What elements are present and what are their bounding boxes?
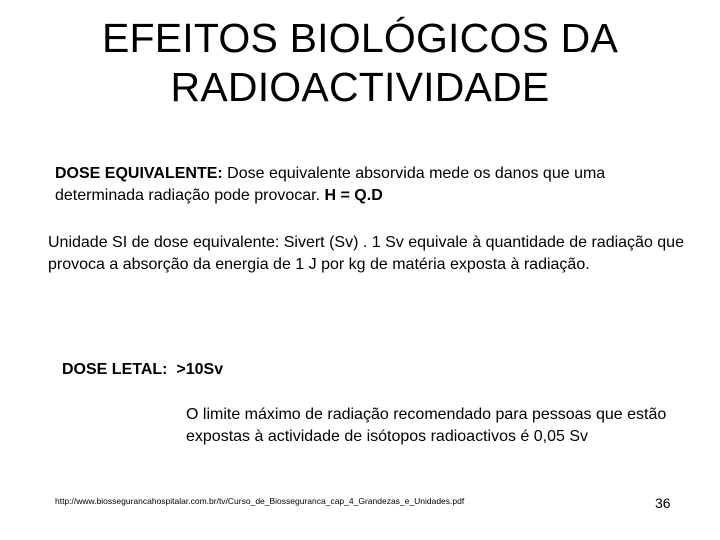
lethal-dose bbox=[62, 359, 462, 381]
source-url: http://www.biossegurancahospitalar.com.br/tv/Curso_de_Biosseguranca_cap_4_Grandezas_e_Unidades.pdf bbox=[55, 496, 465, 506]
radiation-limit-paragraph: O limite máximo de radiação recomendado para pessoas que estão expostas à actividade de isótopos radioactivos é 0,05 Sv bbox=[186, 406, 667, 445]
si-unit-paragraph: Unidade SI de dose equivalente: Sivert (Sv) . 1 Sv equivale à quantidade de radiação que provoca a absorção da energia de 1 J por kg de matéria exposta à radiação. bbox=[48, 234, 684, 273]
lethal-dose-label: DOSE LETAL: bbox=[62, 361, 168, 378]
definition-term: DOSE EQUIVALENTE: bbox=[55, 165, 223, 182]
slide-title bbox=[40, 14, 680, 112]
definition-text: Dose equivalente absorvida mede os danos que uma determinada radiação pode provocar. bbox=[55, 165, 606, 204]
definition-formula: H = Q.D bbox=[324, 187, 383, 204]
page-number: 36 bbox=[655, 495, 671, 511]
title-line-1: EFEITOS BIOLÓGICOS DA bbox=[101, 15, 619, 61]
dose-equivalent-definition bbox=[55, 163, 675, 207]
lethal-dose-value: >10Sv bbox=[176, 361, 224, 378]
title-line-2: RADIOACTIVIDADE bbox=[170, 64, 550, 110]
